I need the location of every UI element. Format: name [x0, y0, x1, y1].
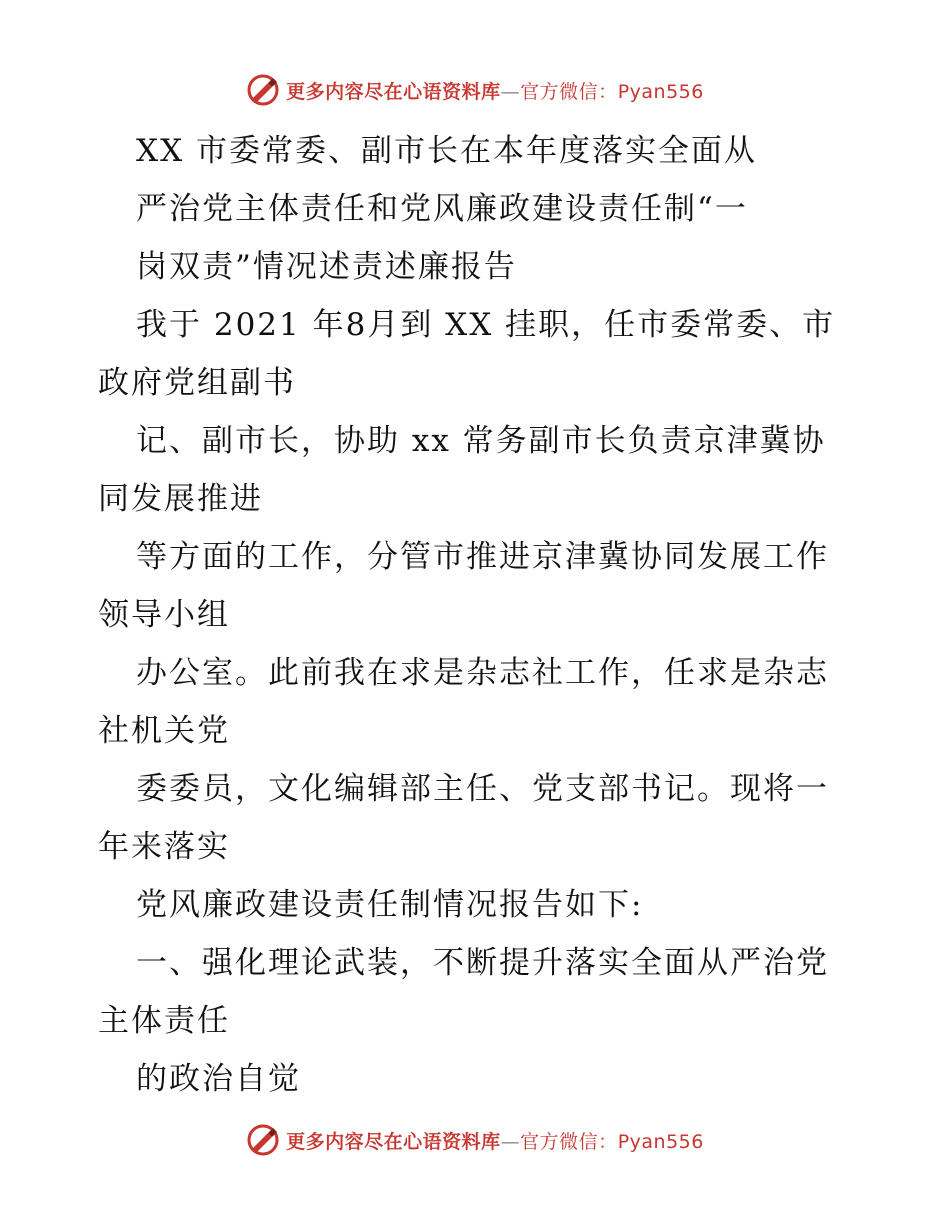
title-line-3: 岗双责”情况述责述廉报告: [136, 249, 517, 285]
banner-wechat-label: 官方微信：: [520, 1130, 618, 1153]
paragraph-line: 委委员，文化编辑部主任、党支部书记。现将一: [136, 771, 829, 807]
banner-wechat-label: 官方微信：: [520, 80, 618, 103]
banner-wechat-id: Pyan556: [617, 1130, 704, 1153]
document-body: [98, 122, 858, 1108]
banner-text: [286, 1127, 704, 1154]
section-heading-line: 主体责任: [98, 1003, 230, 1039]
banner-separator: —: [500, 80, 521, 103]
section-heading-line: 的政治自觉: [136, 1061, 301, 1097]
paragraph-line: 记、副市长，协助 xx 常务副市长负责京津冀协: [136, 423, 826, 459]
paragraph-line: 我于 2021 年8月到 XX 挂职，任市委常委、市: [136, 307, 836, 343]
banner-main-text: 更多内容尽在心语资料库: [286, 80, 501, 103]
title-line-2: 严治党主体责任和党风廉政建设责任制“一: [136, 191, 748, 227]
paragraph-line: 办公室。此前我在求是杂志社工作，任求是杂志: [136, 655, 829, 691]
pen-circle-logo-icon: [246, 1123, 280, 1157]
pen-circle-logo-icon: [246, 73, 280, 107]
banner-wechat-id: Pyan556: [617, 80, 704, 103]
paragraph-line: 年来落实: [98, 829, 230, 865]
footer-banner: [0, 1120, 950, 1160]
banner-main-text: 更多内容尽在心语资料库: [286, 1130, 501, 1153]
title-line-1: XX 市委常委、副市长在本年度落实全面从: [136, 133, 757, 169]
banner-separator: —: [500, 1130, 521, 1153]
paragraph-line: 同发展推进: [98, 481, 263, 517]
paragraph-line: 政府党组副书: [98, 365, 296, 401]
paragraph-line: 等方面的工作，分管市推进京津冀协同发展工作: [136, 539, 829, 575]
paragraph-line: 社机关党: [98, 713, 230, 749]
banner-text: [286, 77, 704, 104]
header-banner: [0, 70, 950, 110]
section-heading-line: 一、强化理论武装，不断提升落实全面从严治党: [136, 945, 829, 981]
paragraph-line: 党风廉政建设责任制情况报告如下:: [136, 887, 644, 923]
paragraph-line: 领导小组: [98, 597, 230, 633]
